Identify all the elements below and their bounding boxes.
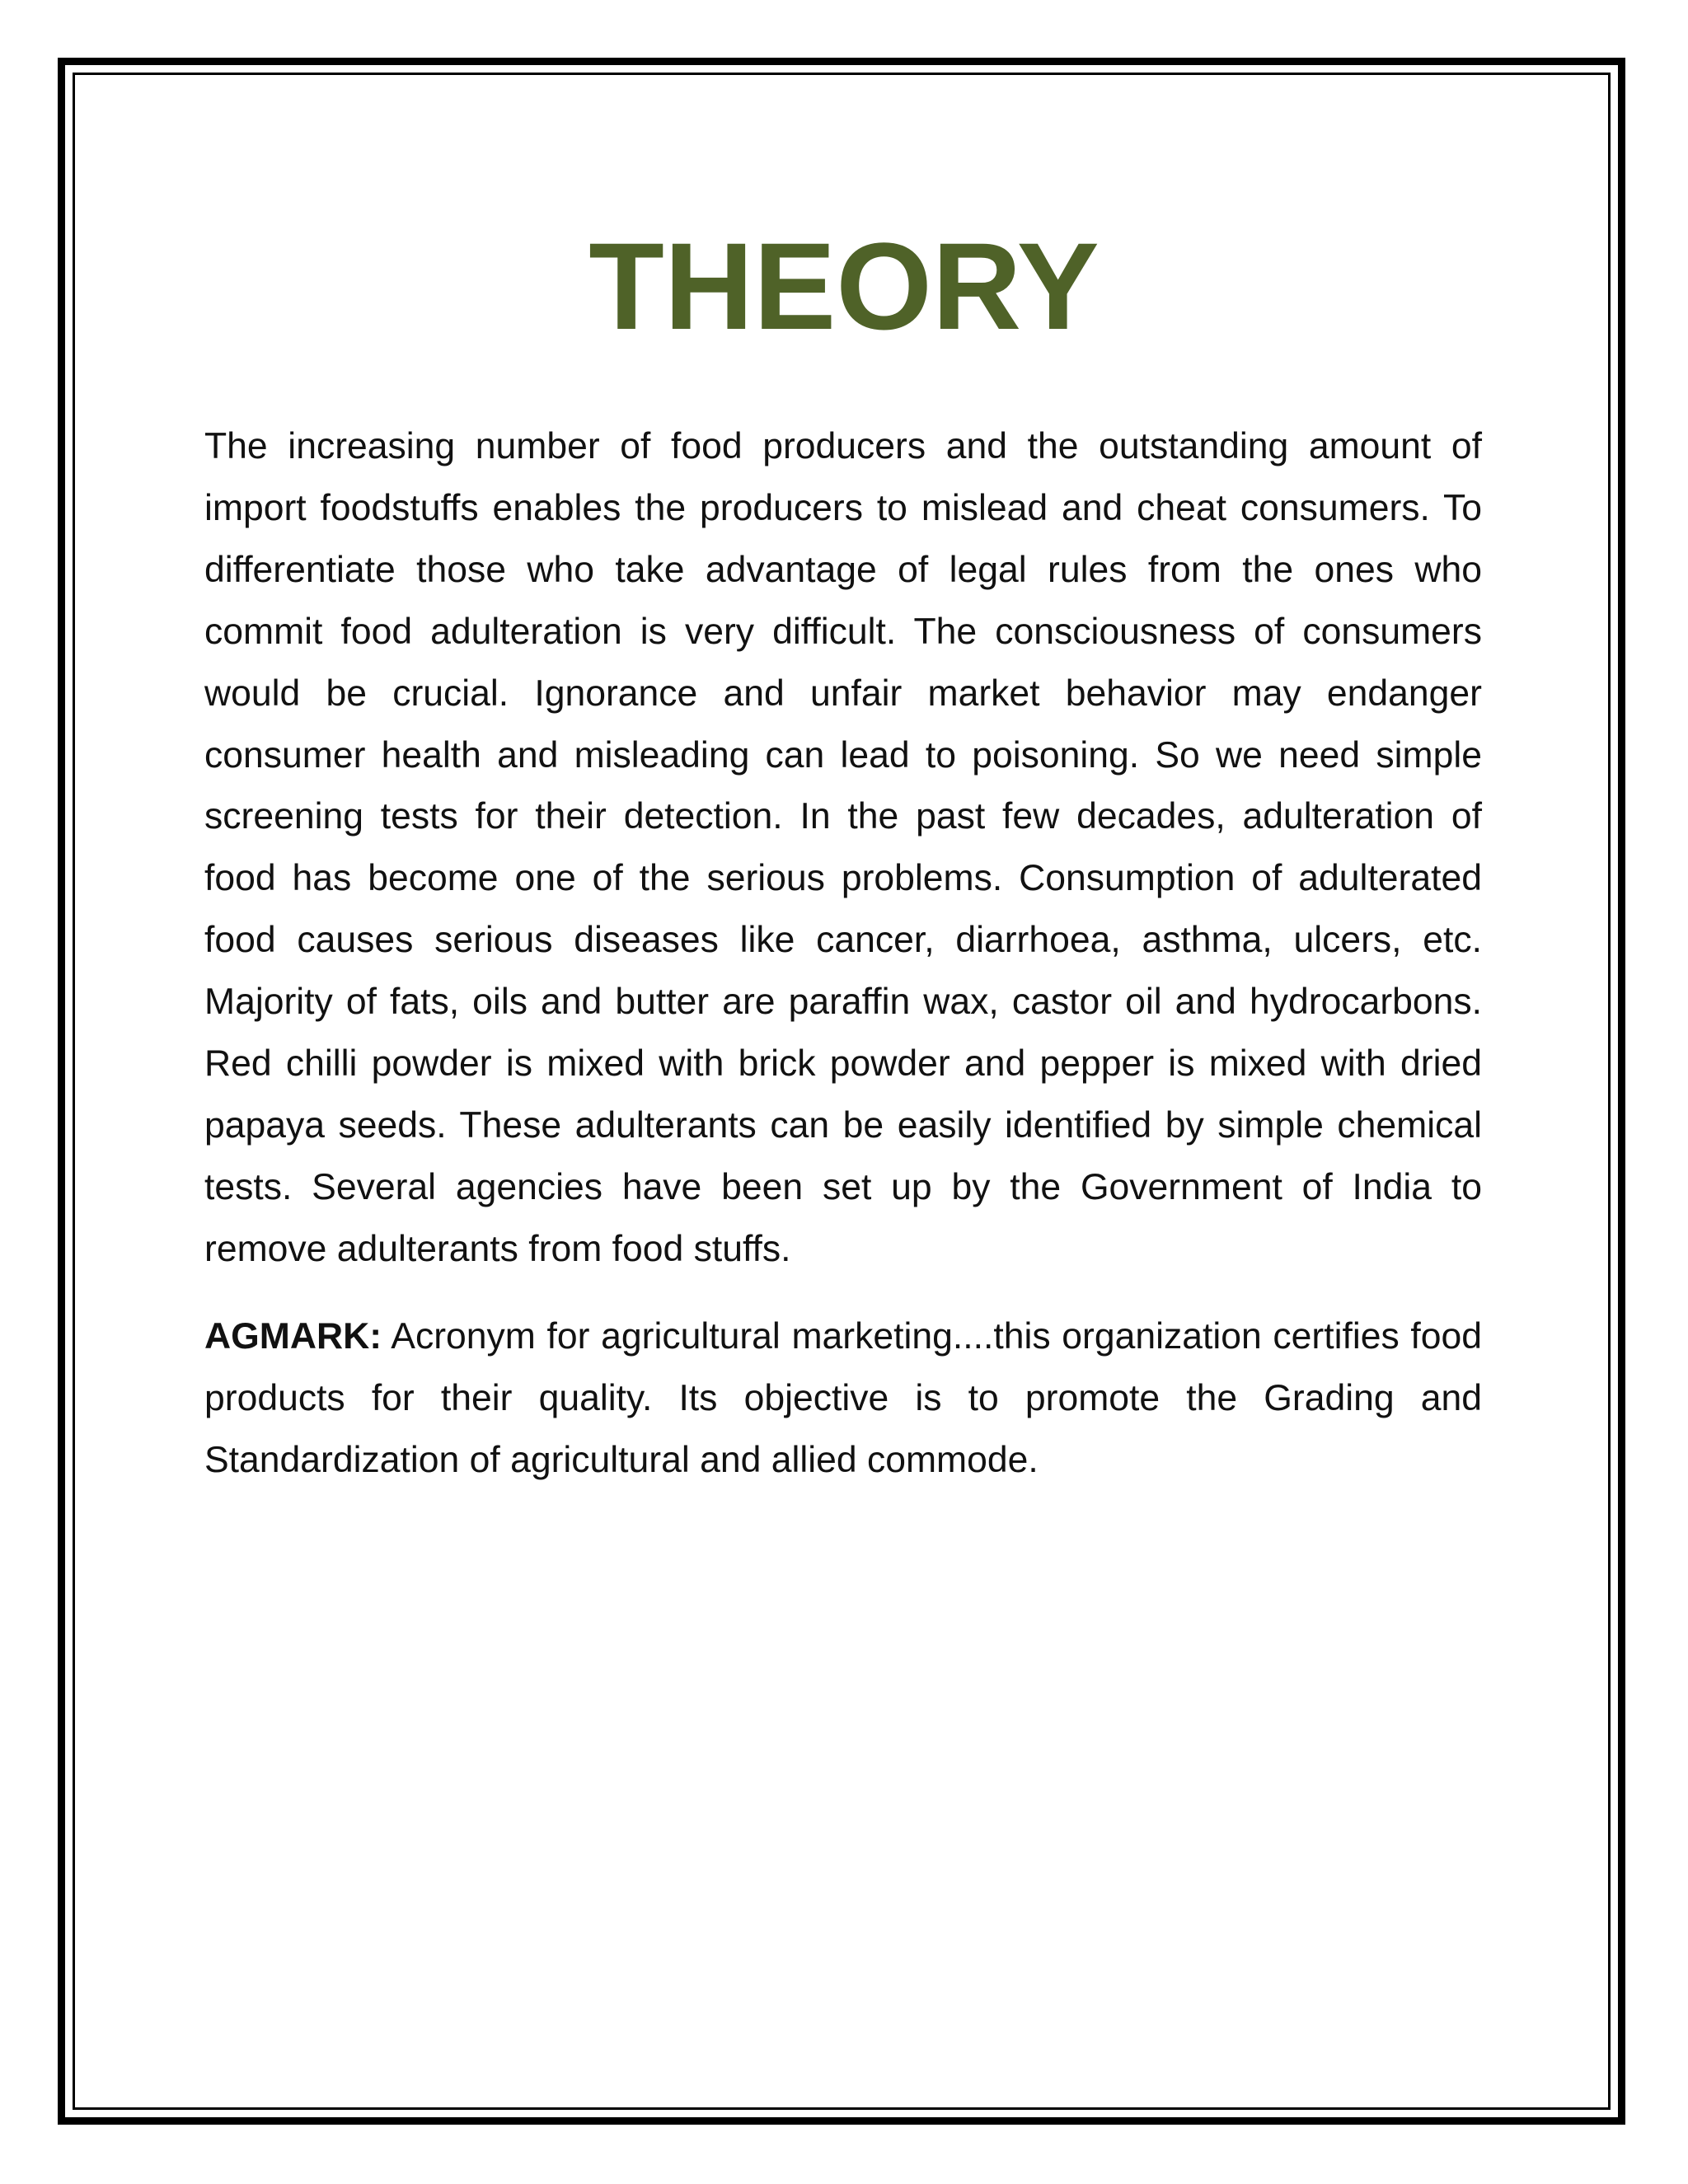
agmark-paragraph	[204, 1306, 1482, 1492]
page-title: THEORY	[588, 217, 1100, 355]
agmark-paragraph-text: Acronym for agricultural marketing....this organization certifies food products for their quality. Its objective is to promote the Grading and Standardization of agricultural and allied commode.	[204, 1315, 1482, 1480]
intro-paragraph-text: The increasing number of food producers and the outstanding amount of import foodstuffs enables the producers to mislead and cheat consumers. To differentiate those who take advantage of legal rules from the ones who commit food adulteration is very difficult. The consciousness of consumers would be crucial. Ignorance and unfair market behavior may endanger consumer health and misleading can lead to poisoning. So we need simple screening tests for their detection. In the past few decades, adulteration of food has become one of the serious problems. Consumption of adulterated food causes serious diseases like cancer, diarrhoea, asthma, ulcers, etc. Majority of fats, oils and butter are paraffin wax, castor oil and hydrocarbons. Red chilli powder is mixed with brick powder and pepper is mixed with dried papaya seeds. These adulterants can be easily identified by simple chemical tests. Several agencies have been set up by the Government of India to remove adulterants from food stuffs.	[204, 426, 1482, 1269]
agmark-term: AGMARK:	[204, 1315, 382, 1357]
intro-paragraph	[204, 416, 1482, 1281]
document-body	[204, 416, 1482, 1491]
